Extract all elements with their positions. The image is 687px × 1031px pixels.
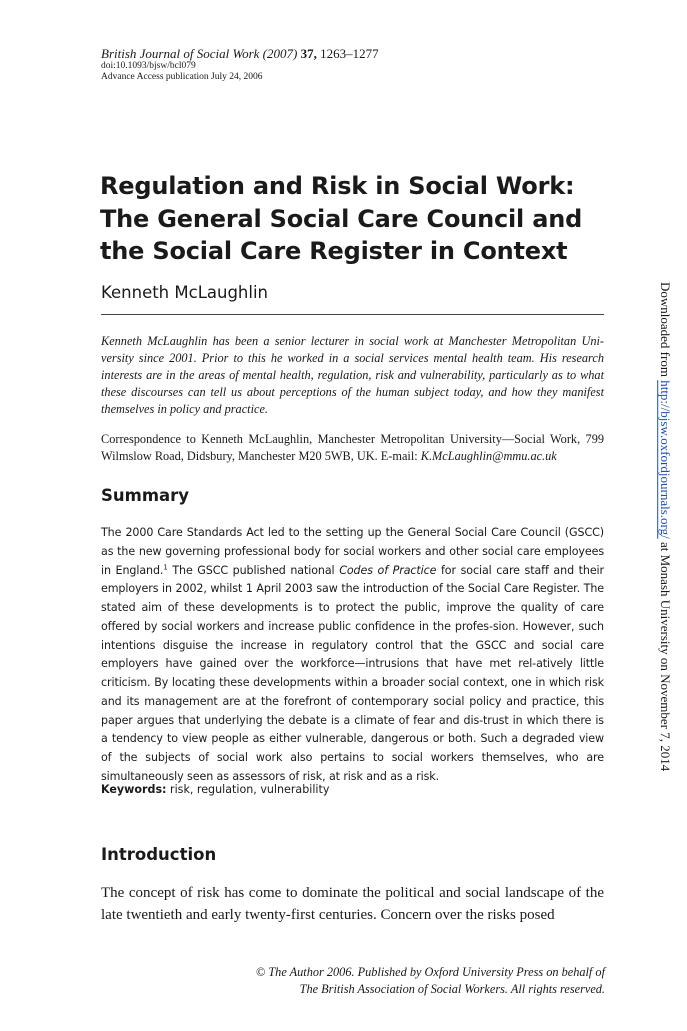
download-suffix: at Monash University on November 7, 2014	[658, 538, 673, 772]
summary-part: The GSCC published national	[167, 563, 340, 577]
keywords	[101, 783, 329, 796]
journal-name: British Journal of Social Work	[101, 46, 260, 61]
article-title	[100, 170, 620, 268]
download-notice	[654, 282, 676, 772]
author-bio: Kenneth McLaughlin has been a senior lecturer in social work at Manchester Metropolitan Uni-versity since 2001. Prior to this he worked in a social services mental health team. His research interests are in the areas of mental health, regulation, risk and vulnerability, particularly as to what these discourses can tell us about perceptions of the human subject today, and how they manifest themselves in policy and practice.	[101, 334, 604, 416]
journal-year: (2007)	[262, 46, 298, 61]
author-name: Kenneth McLaughlin	[101, 283, 269, 302]
summary-text	[101, 524, 604, 787]
access-date: Advance Access publication July 24, 2006	[101, 72, 263, 82]
introduction-heading: Introduction	[101, 845, 217, 864]
download-prefix: Downloaded from	[658, 282, 673, 381]
keywords-label: Keywords:	[101, 783, 167, 796]
summary-part: The 2000 Care Standards Act led to the setting up the General Social Care Council (GSCC) as the new governing professional body for social workers and other social care employees in England.	[101, 526, 604, 577]
title-line: the Social Care Register in Context	[100, 237, 568, 265]
journal-header	[101, 46, 601, 83]
summary-italic: Codes of Practice	[339, 563, 437, 577]
footnote-marker[interactable]: 1	[163, 562, 168, 571]
correspondence	[101, 431, 604, 465]
download-notice-text	[654, 282, 676, 771]
title-divider	[101, 314, 604, 315]
footer-line: © The Author 2006. Published by Oxford University Press on behalf of	[255, 965, 605, 979]
journal-citation	[101, 46, 601, 61]
summary-heading: Summary	[101, 486, 190, 505]
journal-volume: 37,	[300, 46, 317, 61]
title-line: The General Social Care Council and	[100, 204, 583, 233]
summary-part: for social care staff and their employers in 2002, whilst 1 April 2003 saw the introduction of the Social Care Register. The stated aim of these developments is to protect the public, improve the quality of care offered by social workers and increase public confidence in the profes-sion. However, such intentions disguise the increase in regulatory control that the GSCC and social care employers have gained over the workforce—intrusions that have met rel-atively little criticism. By locating these developments within a broader social context, one in which risk and its management are at the forefront of contemporary social policy and practice, this paper argues that underlying the debate is a climate of fear and dis-trust in which there is a tendency to view people as either vulnerable, dangerous or both. Such a degraded view of the subjects of social work also pertains to social workers themselves, who are simultaneously seen as assessors of risk, at risk and as a risk.	[101, 563, 604, 783]
journal-pages: 1263–1277	[320, 46, 379, 61]
email-link[interactable]: K.McLaughlin@mmu.ac.uk	[420, 449, 557, 463]
footer-line: The British Association of Social Workers. All rights reserved.	[299, 982, 605, 996]
title-line: Regulation and Risk in Social Work:	[100, 172, 575, 200]
copyright-footer	[185, 964, 605, 998]
correspondence-text: Correspondence to Kenneth McLaughlin, Manchester Metropolitan University—Social Work, 799 Wilmslow Road, Didsbury, Manchester M20 5WB, UK. E-mail:	[101, 432, 604, 463]
doi: doi:10.1093/bjsw/bcl079	[101, 61, 196, 71]
introduction-text: The concept of risk has come to dominate the political and social landscape of the late twentieth and early twenty-first centuries. Concern over the risks posed	[101, 885, 604, 923]
keywords-value: risk, regulation, vulnerability	[170, 783, 330, 796]
journal-link[interactable]: http://bjsw.oxfordjournals.org/	[658, 380, 673, 539]
